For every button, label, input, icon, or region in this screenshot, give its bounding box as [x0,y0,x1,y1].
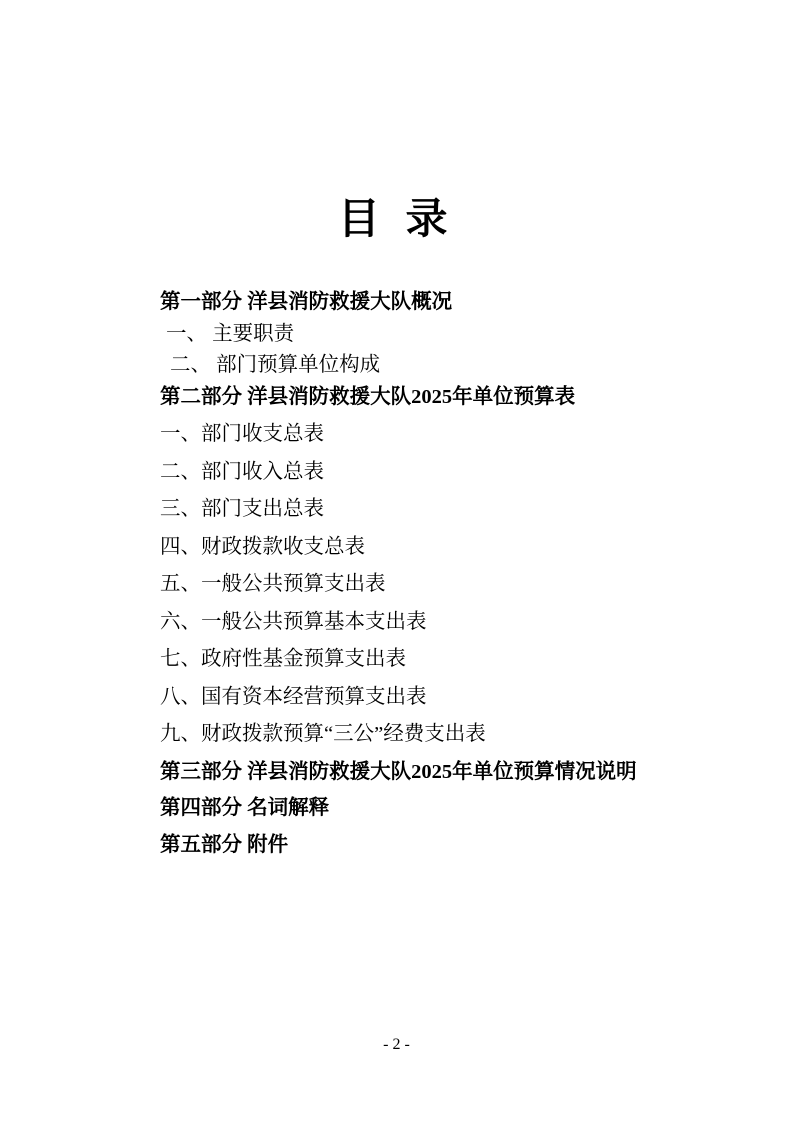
toc-part-entry[interactable]: 第三部分 洋县消防救援大队2025年单位预算情况说明 [160,760,637,783]
toc-item-entry[interactable]: 六、一般公共预算基本支出表 [160,610,427,633]
toc-part-entry[interactable]: 第五部分 附件 [160,833,289,856]
toc-item-entry[interactable]: 二、部门收入总表 [160,460,324,483]
toc-item-entry[interactable]: 七、政府性基金预算支出表 [160,648,406,670]
page-title: 目 录 [337,197,456,243]
toc-item-entry[interactable]: 三、部门支出总表 [160,498,324,520]
toc-part-entry[interactable]: 第一部分 洋县消防救援大队概况 [160,291,453,313]
table-of-contents [160,292,700,871]
toc-item-entry[interactable]: 二、 部门预算单位构成 [170,354,381,376]
page-number: - 2 - [383,1036,410,1053]
toc-item-entry[interactable]: 四、财政拨款收支总表 [160,535,365,558]
toc-item-entry[interactable]: 一、 主要职责 [166,322,295,345]
toc-item-entry[interactable]: 八、国有资本经营预算支出表 [160,685,427,708]
toc-part-entry[interactable]: 第四部分 名词解释 [160,797,330,819]
toc-item-entry[interactable]: 五、一般公共预算支出表 [160,573,386,595]
toc-item-entry[interactable]: 一、部门收支总表 [160,423,324,445]
toc-part-entry[interactable]: 第二部分 洋县消防救援大队2025年单位预算表 [160,385,576,408]
toc-item-entry[interactable]: 九、财政拨款预算“三公”经费支出表 [160,723,486,745]
